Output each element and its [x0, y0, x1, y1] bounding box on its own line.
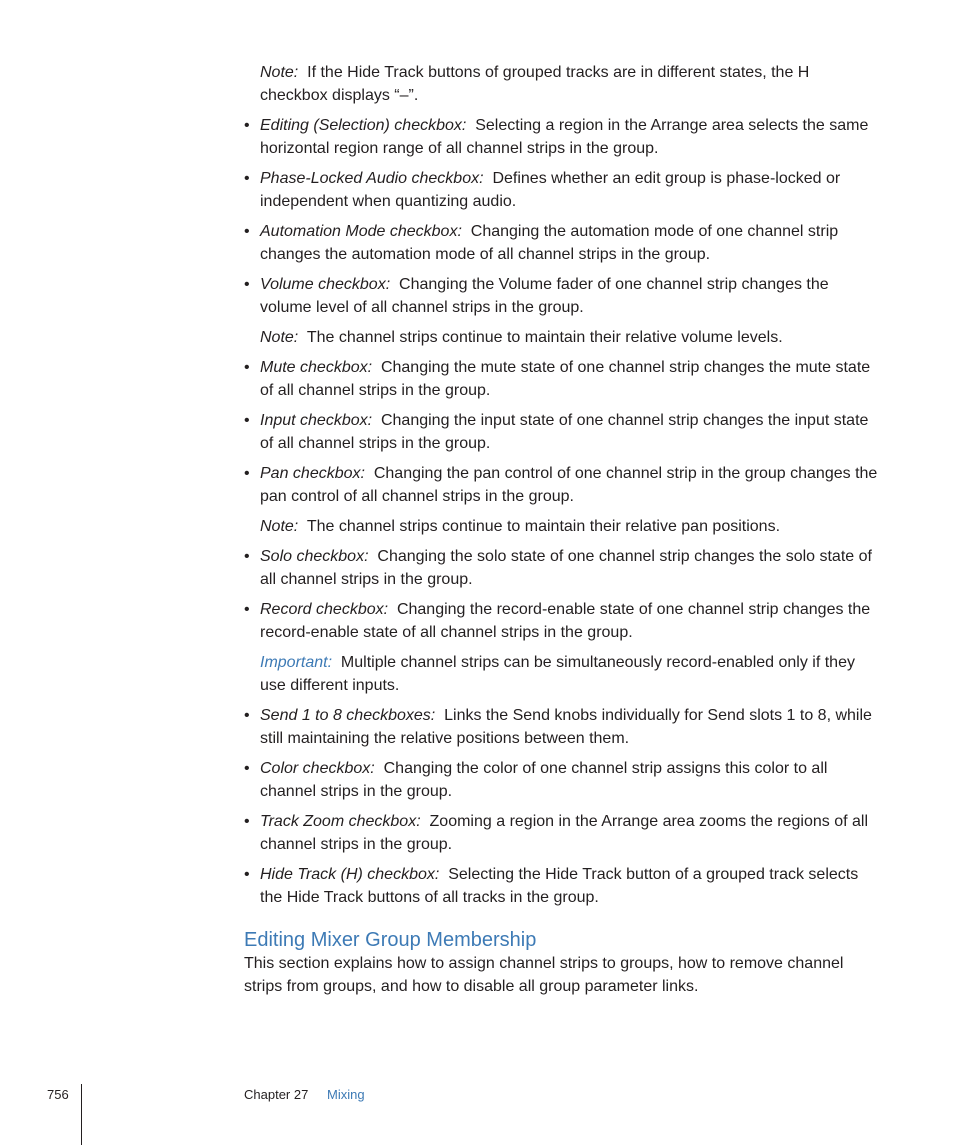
- bullet-pan: [244, 462, 880, 508]
- note-label: Note:: [260, 64, 299, 81]
- bullet-term: Color checkbox:: [260, 760, 375, 777]
- bullet-text: Changing the pan control of one channel strip in the group changes the pan control of all channel strips in the group.: [260, 465, 878, 505]
- bullet-dot: •: [244, 866, 250, 883]
- bullet-hide-track: [244, 863, 880, 909]
- bullet-term: Volume checkbox:: [260, 276, 391, 293]
- section-heading: Editing Mixer Group Membership: [244, 929, 537, 951]
- bullet-dot: •: [244, 601, 250, 618]
- section-intro: This section explains how to assign channel strips to groups, how to remove channel strips from groups, and how to disable all group parameter links.: [244, 955, 844, 995]
- important-label: Important:: [260, 654, 333, 671]
- bullet-term: Hide Track (H) checkbox:: [260, 866, 440, 883]
- bullet-term: Phase-Locked Audio checkbox:: [260, 170, 484, 187]
- bullet-text: Selecting the Hide Track button of a grouped track selects the Hide Track buttons of all tracks in the group.: [260, 866, 859, 906]
- note-text: If the Hide Track buttons of grouped tracks are in different states, the H checkbox displays “–”.: [260, 64, 810, 104]
- bullet-text: Defines whether an edit group is phase-locked or independent when quantizing audio.: [260, 170, 841, 210]
- bullet-term: Send 1 to 8 checkboxes:: [260, 707, 436, 724]
- bullet-dot: •: [244, 548, 250, 565]
- bullet-dot: •: [244, 359, 250, 376]
- bullet-term: Pan checkbox:: [260, 465, 365, 482]
- note-text: The channel strips continue to maintain their relative pan positions.: [306, 518, 781, 535]
- note-volume-levels: [260, 326, 880, 349]
- bullet-text: Zooming a region in the Arrange area zooms the regions of all channel strips in the group.: [260, 813, 869, 853]
- bullet-dot: •: [244, 223, 250, 240]
- bullet-dot: •: [244, 276, 250, 293]
- bullet-dot: •: [244, 760, 250, 777]
- bullet-term: Mute checkbox:: [260, 359, 373, 376]
- bullet-text: Selecting a region in the Arrange area selects the same horizontal region range of all channel strips in the group.: [260, 117, 869, 157]
- bullet-send-1-to-8: [244, 704, 880, 750]
- note-pan-positions: [260, 515, 880, 538]
- note-label: Note:: [260, 329, 299, 346]
- important-record-inputs: [260, 651, 880, 697]
- important-text: Multiple channel strips can be simultaneously record-enabled only if they use different inputs.: [260, 654, 855, 694]
- bullet-editing-selection: [244, 114, 880, 160]
- bullet-dot: •: [244, 707, 250, 724]
- bullet-text: Links the Send knobs individually for Send slots 1 to 8, while still maintaining the relative positions between them.: [260, 707, 872, 747]
- bullet-color: [244, 757, 880, 803]
- bullet-term: Solo checkbox:: [260, 548, 369, 565]
- page-number: 756: [47, 1087, 69, 1102]
- bullet-mute: [244, 356, 880, 402]
- bullet-term: Automation Mode checkbox:: [260, 223, 462, 240]
- bullet-input: [244, 409, 880, 455]
- bullet-term: Input checkbox:: [260, 412, 373, 429]
- bullet-dot: •: [244, 170, 250, 187]
- bullet-phase-locked-audio: [244, 167, 880, 213]
- bullet-text: Changing the solo state of one channel strip changes the solo state of all channel strips in the group.: [260, 548, 872, 588]
- note-hide-track-states: [260, 61, 880, 107]
- bullet-dot: •: [244, 813, 250, 830]
- footer-rule: [81, 1084, 82, 1145]
- bullet-text: Changing the Volume fader of one channel strip changes the volume level of all channel strips in the group.: [260, 276, 829, 316]
- bullet-solo: [244, 545, 880, 591]
- bullet-text: Changing the color of one channel strip assigns this color to all channel strips in the group.: [260, 760, 828, 800]
- bullet-volume: [244, 273, 880, 319]
- bullet-text: Changing the automation mode of one channel strip changes the automation mode of all channel strips in the group.: [260, 223, 839, 263]
- chapter-label: Chapter 27: [244, 1087, 309, 1102]
- bullet-track-zoom: [244, 810, 880, 856]
- bullet-term: Track Zoom checkbox:: [260, 813, 421, 830]
- bullet-term: Record checkbox:: [260, 601, 389, 618]
- bullet-dot: •: [244, 465, 250, 482]
- bullet-dot: •: [244, 412, 250, 429]
- note-text: The channel strips continue to maintain their relative volume levels.: [306, 329, 783, 346]
- bullet-text: Changing the mute state of one channel strip changes the mute state of all channel strips in the group.: [260, 359, 871, 399]
- bullet-term: Editing (Selection) checkbox:: [260, 117, 467, 134]
- note-label: Note:: [260, 518, 299, 535]
- bullet-text: Changing the input state of one channel strip changes the input state of all channel strips in the group.: [260, 412, 869, 452]
- bullet-text: Changing the record-enable state of one channel strip changes the record-enable state of all channel strips in the group.: [260, 601, 871, 641]
- chapter-title: Mixing: [327, 1087, 365, 1102]
- bullet-automation-mode: [244, 220, 880, 266]
- bullet-dot: •: [244, 117, 250, 134]
- bullet-record: [244, 598, 880, 644]
